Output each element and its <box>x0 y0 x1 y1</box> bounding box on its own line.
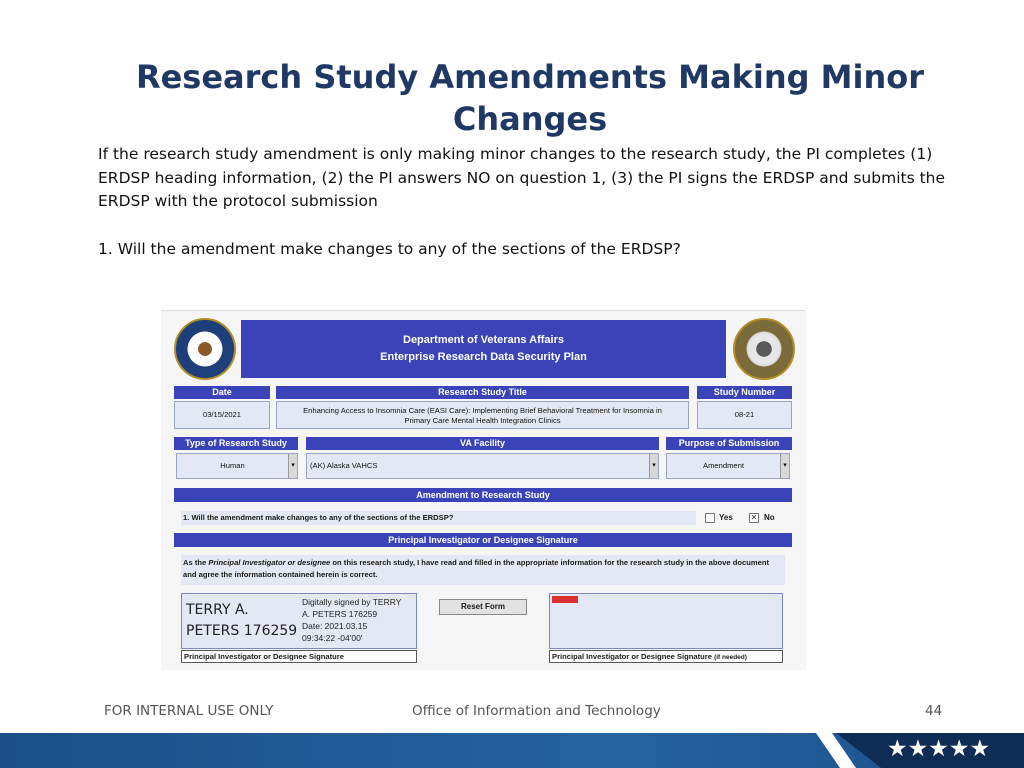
attestation-body: on this research study, I have read and filled in the appropriate information for the research study in the above document and agree the information contained herein is correct. <box>183 558 769 579</box>
pi-signature-section-header: Principal Investigator or Designee Signature <box>174 533 792 547</box>
signature-flag-icon <box>552 596 578 603</box>
dropdown-arrow-icon[interactable]: ▾ <box>780 454 789 478</box>
secondary-signature-field[interactable] <box>549 593 783 649</box>
signature-details <box>302 596 420 644</box>
footer-classification: FOR INTERNAL USE ONLY <box>104 703 274 719</box>
page-number: 44 <box>925 703 943 719</box>
purpose-header: Purpose of Submission <box>666 437 792 450</box>
banner-title: Department of Veterans Affairs <box>403 334 564 346</box>
amendment-section-header: Amendment to Research Study <box>174 488 792 502</box>
va-seal-icon <box>174 318 236 380</box>
purpose-select[interactable] <box>666 453 790 479</box>
signature-detail-line: A. PETERS 176259 <box>302 609 378 619</box>
dropdown-arrow-icon[interactable]: ▾ <box>288 454 297 478</box>
slide-title: Research Study Amendments Making Minor Changes <box>135 58 925 138</box>
security-lock-seal-icon <box>733 318 795 380</box>
intro-paragraph: If the research study amendment is only making minor changes to the research study, the PI completes (1) ERDSP heading information, (2) the PI answers NO on question 1, (3) the PI signs the ERDSP and submits the ERDSP with the protocol submission <box>98 145 946 210</box>
type-of-study-select[interactable] <box>176 453 298 479</box>
erdsp-form-screenshot <box>161 310 806 670</box>
yes-checkbox[interactable] <box>705 513 715 523</box>
yes-label: Yes <box>719 513 733 522</box>
study-title-line-2: Primary Care Mental Health Integration Clinics <box>404 416 561 425</box>
secondary-signature-label <box>549 650 783 663</box>
banner-subtitle: Enterprise Research Data Security Plan <box>380 351 587 363</box>
reset-form-button[interactable]: Reset Form <box>439 599 527 615</box>
attestation-prefix: As the <box>183 558 209 567</box>
no-label: No <box>764 513 775 522</box>
pi-signature-label: Principal Investigator or Designee Signature <box>181 650 417 663</box>
signer-name-line-1: TERRY A. <box>186 602 249 618</box>
va-facility-header: VA Facility <box>306 437 659 450</box>
type-of-study-value: Human <box>220 461 245 470</box>
type-of-study-header: Type of Research Study <box>174 437 298 450</box>
study-number-field[interactable]: 08-21 <box>697 401 792 429</box>
date-header: Date <box>174 386 270 399</box>
attestation-role: Principal Investigator or designee <box>208 558 331 567</box>
study-title-field[interactable] <box>276 401 689 429</box>
footer-office: Office of Information and Technology <box>412 703 661 719</box>
secondary-signature-note: (if needed) <box>714 654 747 661</box>
attestation-text <box>181 555 785 585</box>
study-title-line-1: Enhancing Access to Insomnia Care (EASI Care): Implementing Brief Behavioral Treatment for Insomnia in <box>303 406 662 415</box>
no-checkbox[interactable]: ✕ <box>750 513 758 522</box>
study-number-header: Study Number <box>697 386 792 399</box>
va-facility-value: (AK) Alaska VAHCS <box>310 461 378 470</box>
purpose-value: Amendment <box>703 461 744 470</box>
form-banner <box>241 320 726 378</box>
signature-date: Date: 2021.03.15 <box>302 621 368 631</box>
signer-name <box>186 600 306 642</box>
study-title-header: Research Study Title <box>276 386 689 399</box>
signature-time: 09:34:22 -04'00' <box>302 633 363 643</box>
amendment-question: 1. Will the amendment make changes to any of the sections of the ERDSP? <box>181 511 696 525</box>
dropdown-arrow-icon[interactable]: ▾ <box>649 454 658 478</box>
signer-name-line-2: PETERS 176259 <box>186 623 298 639</box>
secondary-signature-label-text: Principal Investigator or Designee Signature <box>552 652 712 661</box>
stars-icon: ★★★★★ <box>887 736 991 762</box>
va-facility-select[interactable] <box>306 453 659 479</box>
date-field[interactable]: 03/15/2021 <box>174 401 270 429</box>
pi-signature-field[interactable] <box>181 593 417 649</box>
signature-detail-line: Digitally signed by TERRY <box>302 597 402 607</box>
question-text: 1. Will the amendment make changes to any of the sections of the ERDSP? <box>98 240 681 258</box>
